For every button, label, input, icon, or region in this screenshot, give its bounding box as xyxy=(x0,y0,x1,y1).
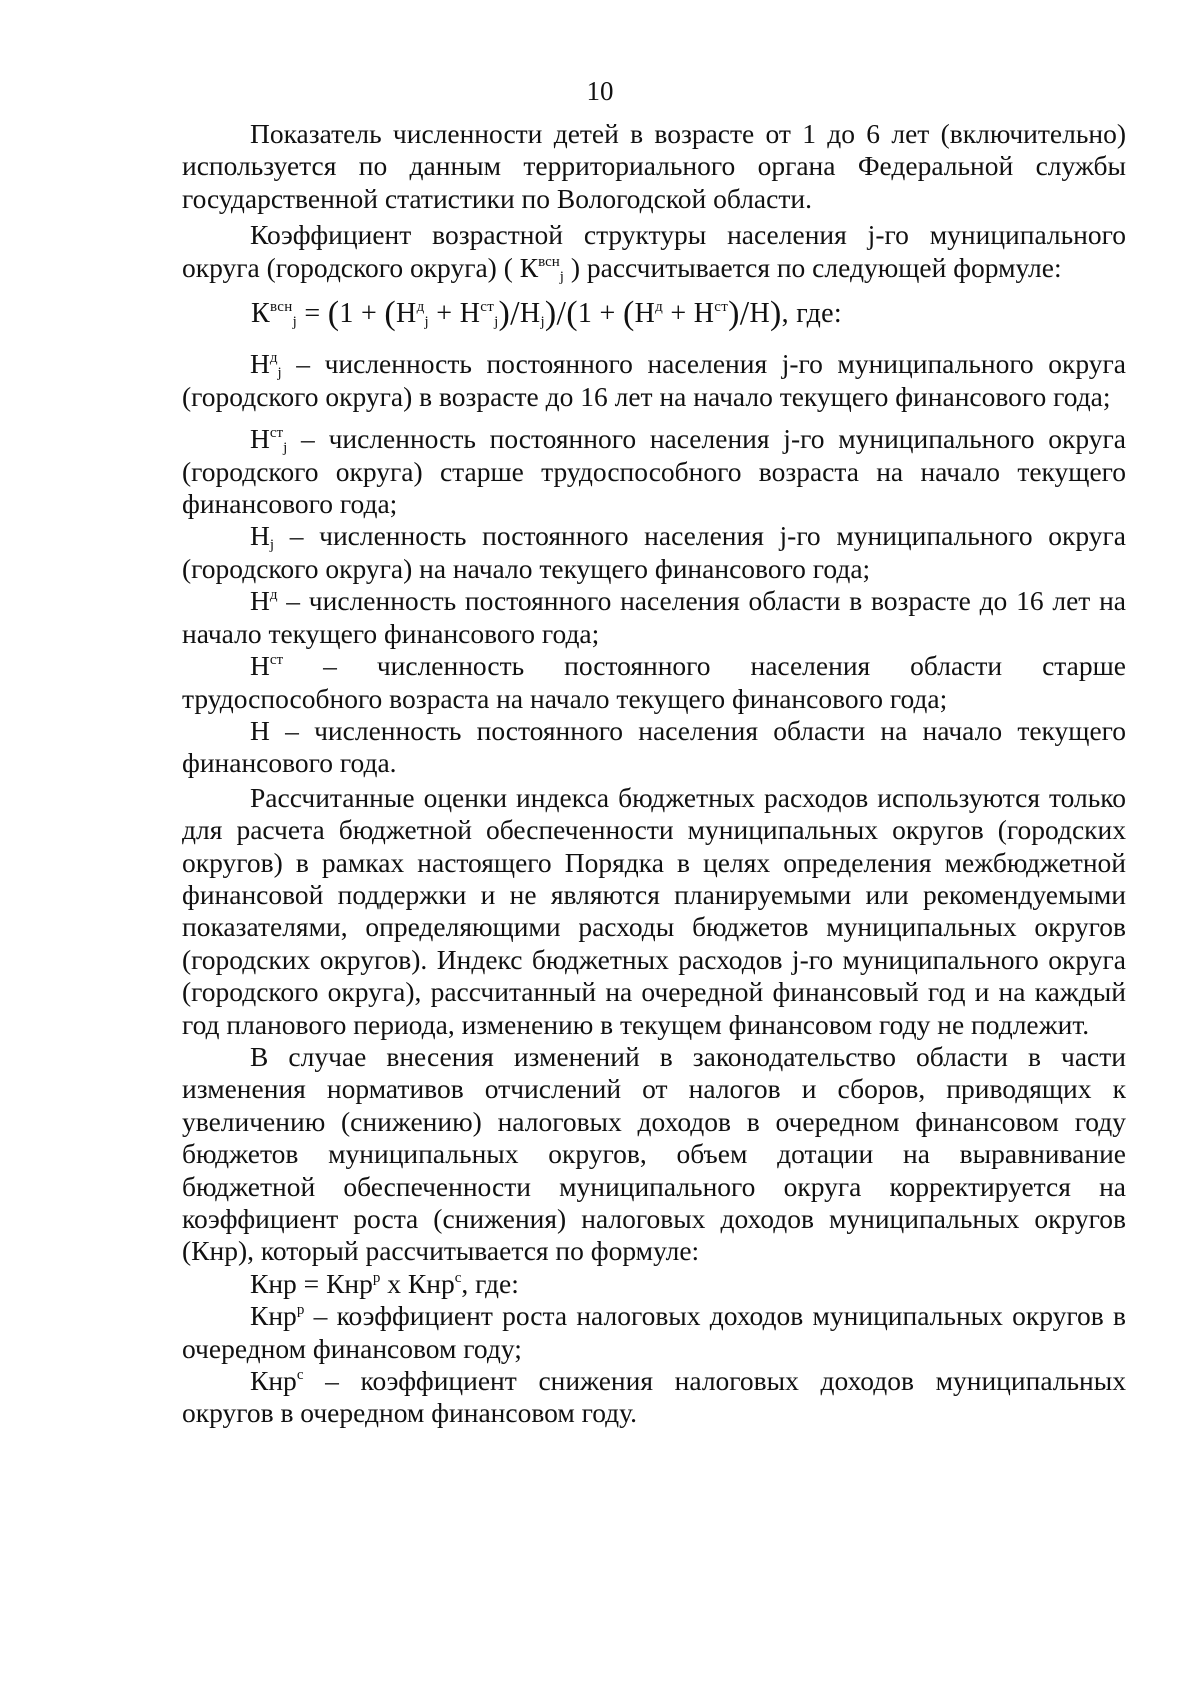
formula-age-structure: $К^{всн}_j = (1 + (Н^д_j + Н^{ст}_j)/Н_j)/(1 + (Н^д + Н^{ст})/Н)$, где: xyxy=(251,295,842,333)
body-text xyxy=(182,118,1126,1430)
paragraph-budget-index: Рассчитанные оценки индекса бюджетных расходов используются только для расчета бюджетной обеспеченности муниципальных округов (городских округов) в рамках настоящего Порядка в целях определения межбюджетной финансовой поддержки и не являются планируемыми или рекомендуемыми показателями, определяющими расходы бюджетов муниципальных округов (городских округов). Индекс бюджетных расходов j-го муниципального округа (городского округа), рассчитанный на очередной финансовый год и на каждый год планового периода, изменению в текущем финансовом году не подлежит. xyxy=(182,781,1126,1040)
definition-nd: $Н^д$ – численность постоянного населения области в возрасте до 16 лет на начало текущего финансового года; xyxy=(182,585,1126,649)
paragraph-age-structure-coef xyxy=(182,219,1126,284)
coef-symbol: $К^{всн}_j$ xyxy=(519,251,564,285)
formula-knr: Кнр = Кнр$^р$ х Кнр$^с$, где: xyxy=(250,1267,519,1299)
definition-nd-j: $Н^д_j$ – численность постоянного населения j-го муниципального округа (городского округа) в возрасте до 16 лет на начало текущего финансового года; xyxy=(182,348,1126,412)
paragraph-legislation-changes: В случае внесения изменений в законодательство области в части изменения нормативов отчислений от налогов и сборов, приводящих к увеличению (снижению) налоговых доходов в очередном финансовом году бюджетов муниципальных округов, объем дотации на выравнивание бюджетной обеспеченности муниципального округа корректируется на коэффициент роста (снижения) налоговых доходов муниципальных округов (Кнр), который рассчитывается по формуле: xyxy=(182,1040,1126,1267)
definition-n: Н – численность постоянного населения области на начало текущего финансового года. xyxy=(182,714,1126,779)
definition-knr-r: Кнр$^р$ – коэффициент роста налоговых доходов муниципальных округов в очередном финансовом году; xyxy=(182,1300,1126,1364)
definition-nst: $Н^{ст}$ – численность постоянного населения области старше трудоспособного возраста на начало текущего финансового года; xyxy=(182,650,1126,714)
p2-text-a: Коэффициент возрастной структуры населения j-го муниципального округа (городского округа) ( xyxy=(182,219,1126,283)
definition-knr-c: Кнр$^с$ – коэффициент снижения налоговых доходов муниципальных округов в очередном финансовом году. xyxy=(182,1365,1126,1429)
p2-text-b: ) рассчитывается по следующей формуле: xyxy=(570,251,1062,283)
page-number: 10 xyxy=(586,76,614,106)
definition-n-j: $Н_j$ – численность постоянного населения j-го муниципального округа (городского округа) на начало текущего финансового года; xyxy=(182,520,1126,584)
definition-nst-j: $Н^{ст}_j$ – численность постоянного населения j-го муниципального округа (городского округа) старше трудоспособного возраста на начало текущего финансового года; xyxy=(182,423,1126,520)
paragraph-children-indicator: Показатель численности детей в возрасте от 1 до 6 лет (включительно) используется по данным территориального органа Федеральной службы государственной статистики по Вологодской области. xyxy=(182,118,1126,214)
